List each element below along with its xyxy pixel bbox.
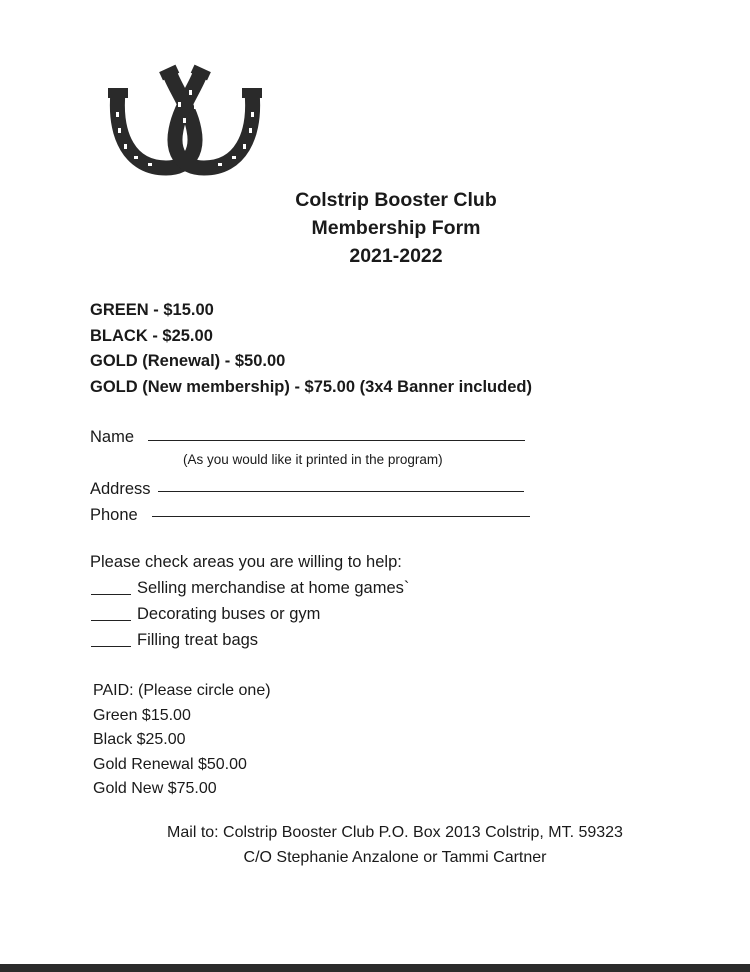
- address-field[interactable]: [158, 491, 524, 492]
- help-option-merchandise[interactable]: [91, 579, 409, 598]
- checkbox-blank[interactable]: [91, 594, 131, 595]
- checkbox-blank[interactable]: [91, 646, 131, 647]
- help-option-label: Filling treat bags: [137, 631, 259, 649]
- paid-section: [93, 679, 271, 802]
- address-label: Address: [90, 480, 151, 498]
- name-field[interactable]: [148, 440, 525, 441]
- season-year: 2021-2022: [349, 245, 443, 267]
- level-gold-renewal: GOLD (Renewal) - $50.00: [90, 352, 286, 370]
- phone-label: Phone: [90, 506, 138, 524]
- form-name: Membership Form: [311, 217, 481, 239]
- mail-contacts: C/O Stephanie Anzalone or Tammi Cartner: [243, 849, 547, 866]
- mailing-info: [140, 820, 650, 870]
- help-option-label: Selling merchandise at home games`: [137, 579, 410, 597]
- membership-levels: [90, 298, 532, 400]
- mail-address: Mail to: Colstrip Booster Club P.O. Box 2013 Colstrip, MT. 59323: [167, 824, 623, 841]
- paid-option-green[interactable]: Green $15.00: [93, 706, 191, 724]
- level-green: GREEN - $15.00: [90, 301, 214, 319]
- club-name: Colstrip Booster Club: [295, 189, 497, 211]
- scan-edge-bar: [0, 964, 750, 972]
- checkbox-blank[interactable]: [91, 620, 131, 621]
- phone-field[interactable]: [152, 516, 530, 517]
- level-gold-new: GOLD (New membership) - $75.00 (3x4 Banner included): [90, 377, 532, 396]
- paid-heading: PAID: (Please circle one): [93, 682, 271, 699]
- help-option-treat-bags[interactable]: [91, 631, 258, 650]
- name-label: Name: [90, 428, 135, 446]
- paid-option-black[interactable]: Black $25.00: [93, 731, 186, 748]
- help-option-decorating[interactable]: [91, 605, 320, 624]
- help-option-label: Decorating buses or gym: [137, 605, 321, 623]
- form-title: [250, 186, 542, 270]
- horseshoe-logo-icon: [104, 64, 266, 180]
- level-black: BLACK - $25.00: [90, 326, 213, 345]
- paid-option-gold-renewal[interactable]: Gold Renewal $50.00: [93, 755, 247, 773]
- help-prompt: Please check areas you are willing to help:: [90, 553, 402, 571]
- paid-option-gold-new[interactable]: Gold New $75.00: [93, 780, 217, 797]
- name-hint: (As you would like it printed in the program): [183, 452, 443, 467]
